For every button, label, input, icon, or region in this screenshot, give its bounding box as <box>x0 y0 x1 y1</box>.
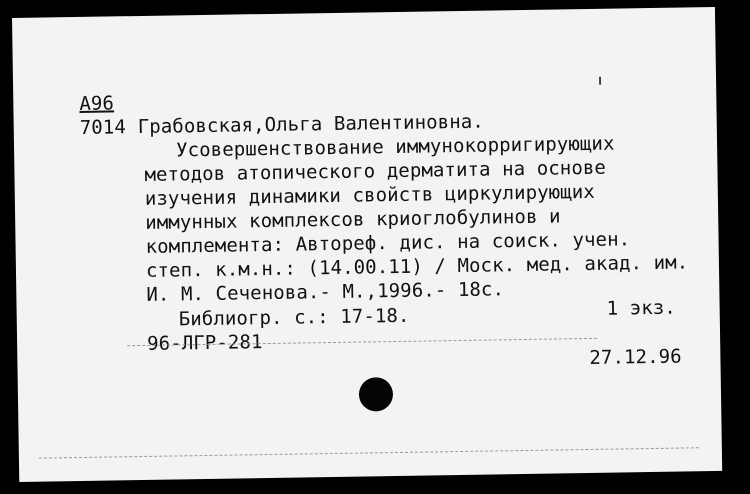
title-line-7: И. М. Сеченова.- М.,1996.- 18с. <box>146 278 505 306</box>
title-line-6: степ. к.м.н.: (14.00.11) / Моск. мед. акад. им. <box>145 251 689 282</box>
bottom-dashes <box>39 447 699 458</box>
catalog-card <box>12 7 722 482</box>
bibliography-note: Библиогр. с.: 17-18. <box>178 304 410 331</box>
author-name: Грабовская,Ольга Валентиновна. <box>137 110 485 139</box>
title-line-1: Усовершенствование иммунокорригирующих <box>175 132 615 162</box>
title-line-3: изучения динамики свойств циркулирующих <box>144 180 596 210</box>
record-number: 7014 <box>79 116 127 139</box>
shelf-mark: А96 <box>79 92 115 115</box>
title-line-5: комплемента: Автореф. дис. на соиск. учен. <box>145 228 631 258</box>
punch-hole <box>359 377 394 412</box>
accession-date: 27.12.96 <box>589 345 682 369</box>
title-line-4: иммунных комплексов криоглобулинов и <box>145 205 561 234</box>
inventory-code: 96-ЛГР-281 <box>146 331 263 355</box>
margin-tick <box>599 77 601 85</box>
copies-count: 1 экз. <box>606 296 677 320</box>
title-line-2: методов атопического дерматита на основе <box>144 156 607 186</box>
